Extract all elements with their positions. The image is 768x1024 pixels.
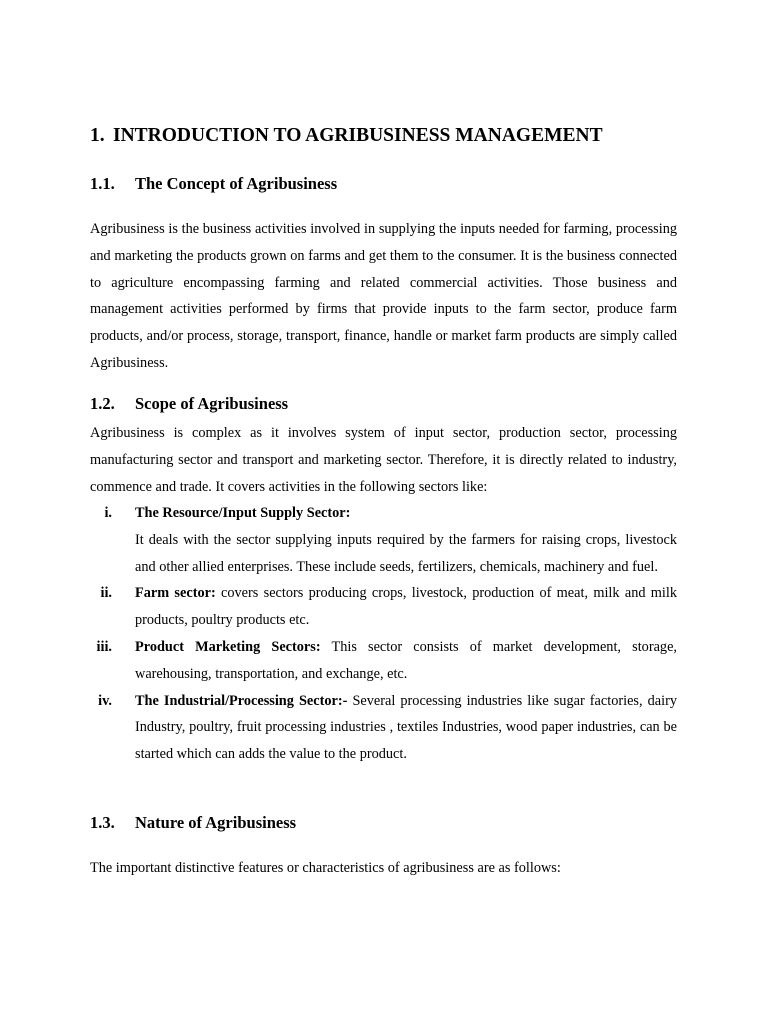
section-heading-nature — [90, 812, 296, 834]
list-marker: iv. — [98, 692, 112, 709]
list-item — [90, 634, 677, 688]
section-heading-text: Nature of Agribusiness — [135, 813, 297, 832]
section-heading-text: Scope of Agribusiness — [135, 394, 289, 413]
list-item-text: covers sectors producing crops, livestock, production of meat, milk and milk products, poultry products etc. — [135, 585, 678, 629]
concept-paragraph: Agribusiness is the business activities involved in supplying the inputs needed for farming, processing and marketing the products grown on farms and get them to the consumer. It is the business connected to agriculture encompassing farming and related commercial activities. Those business and management activities performed by firms that provide inputs to the farm sector, produce farm products, and/or process, storage, transport, finance, handle or market farm products are simply called Agribusiness. — [90, 221, 677, 371]
list-item-label: Farm sector: — [135, 585, 216, 602]
list-item-label: The Industrial/Processing Sector:- — [135, 692, 348, 709]
section-heading-concept — [90, 173, 337, 195]
section-heading-scope — [90, 393, 288, 415]
list-item — [90, 688, 677, 768]
list-marker: i. — [104, 505, 112, 521]
scope-paragraph: Agribusiness is complex as it involves system of input sector, production sector, processing manufacturing sector and transport and marketing sector. Therefore, it is directly related to industry, commence and trade. It covers activities in the following sectors like: — [90, 425, 677, 495]
list-item-text: Several processing industries like sugar factories, dairy Industry, poultry, fruit processing industries , textiles Industries, wood paper industries, can be started which can adds the value to the product. — [135, 692, 677, 763]
list-marker: iii. — [96, 638, 112, 655]
list-marker: ii. — [100, 585, 112, 602]
list-item-label: The Resource/Input Supply Sector: — [135, 505, 351, 521]
section-heading-text: The Concept of Agribusiness — [135, 174, 338, 193]
scope-sector-list — [90, 500, 677, 768]
list-item — [90, 580, 677, 634]
section-number: 1.1. — [90, 174, 115, 193]
list-item-text: This sector consists of market development, storage, warehousing, transportation, and exchange, etc. — [135, 638, 677, 682]
section-number: 1.3. — [90, 813, 115, 832]
list-item-text: It deals with the sector supplying inputs required by the farmers for raising crops, livestock and other allied enterprises. These include seeds, fertilizers, chemicals, machinery and fuel. — [135, 531, 677, 575]
document-page — [90, 0, 677, 1024]
title-number: 1. — [90, 125, 105, 146]
nature-paragraph: The important distinctive features or characteristics of agribusiness are as follows: — [90, 860, 561, 876]
section-number: 1.2. — [90, 394, 115, 413]
list-item-label: Product Marketing Sectors: — [135, 638, 321, 655]
list-item — [90, 500, 677, 580]
page-title — [90, 123, 603, 149]
title-text: INTRODUCTION TO AGRIBUSINESS MANAGEMENT — [113, 125, 603, 146]
